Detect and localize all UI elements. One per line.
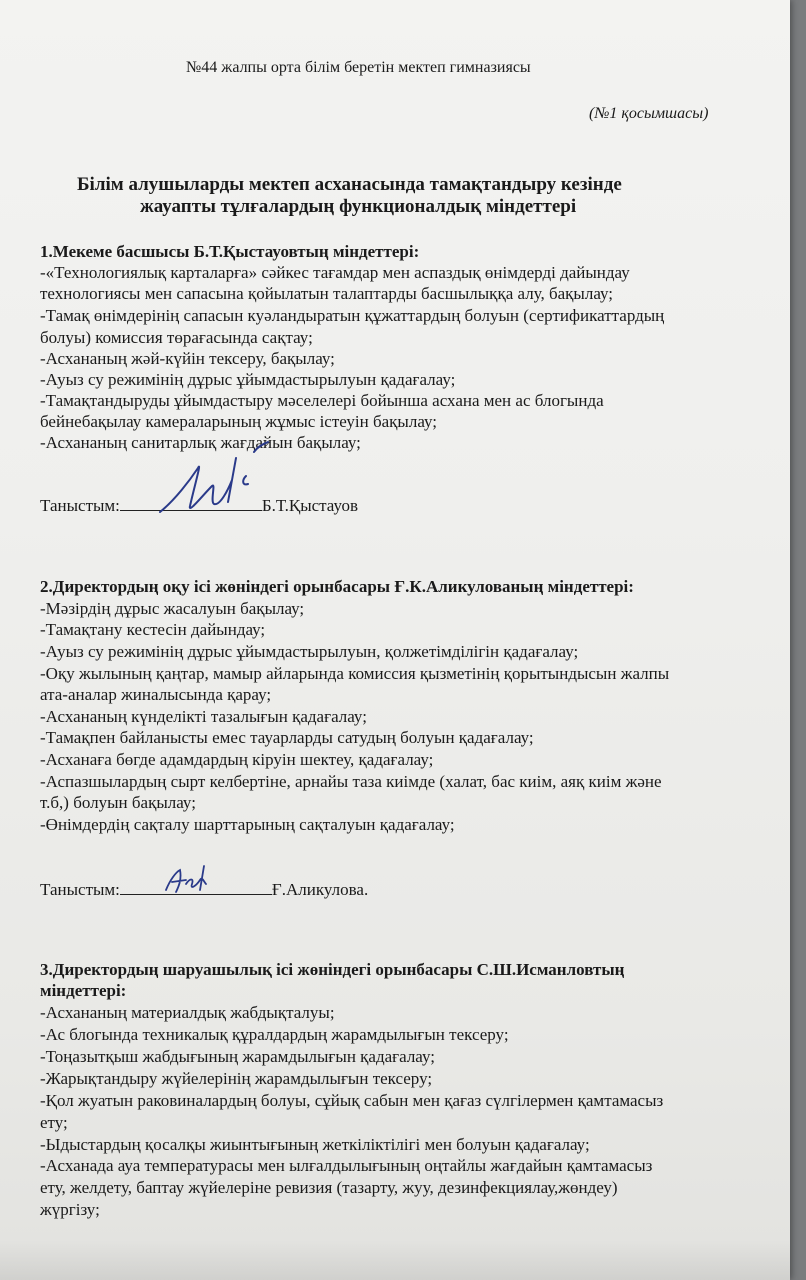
- section2-line: -Оқу жылының қаңтар, мамыр айларында комиссия қызметінің қорытындысын жалпы: [40, 664, 670, 683]
- section2-heading: 2.Директордың оқу ісі жөніндегі орынбасары Ғ.К.Аликулованың міндеттері:: [40, 577, 634, 596]
- section3-line: ету, желдету, баптау жүйелеріне ревизия (тазарту, жуу, дезинфекциялау,жөндеу): [40, 1178, 618, 1197]
- signature-alikulova: [160, 862, 220, 903]
- section3-line: -Асхананың материалдық жабдықталуы;: [40, 1003, 335, 1022]
- section1-line: технологиясы мен сапасына қойылатын талаптарды басшылыққа алу, бақылау;: [40, 284, 614, 303]
- ack-label: Таныстым:: [40, 496, 120, 515]
- signature-kystauov: [150, 440, 280, 525]
- section3-line: жүргізу;: [40, 1200, 100, 1219]
- section2-line: -Асханаға бөгде адамдардың кіруін шектеу, қадағалау;: [40, 750, 434, 769]
- section3-line: ету;: [40, 1113, 68, 1132]
- section2-line: -Мәзірдің дұрыс жасалуын бақылау;: [40, 599, 305, 618]
- section3-line: -Қол жуатын раковиналардың болуы, сұйық сабын мен қағаз сүлгілермен қамтамасыз: [40, 1091, 664, 1110]
- section2-line: т.б,) болуын бақылау;: [40, 793, 196, 812]
- section1-line: -Асхананың жәй-күйін тексеру, бақылау;: [40, 349, 335, 368]
- section1-line: -Тамақтандыруды ұйымдастыру мәселелері бойынша асхана мен ас блогында: [40, 391, 604, 410]
- ack-name: Ғ.Аликулова.: [271, 880, 369, 899]
- section3-line: -Тоңазытқыш жабдығының жарамдылығын қадағалау;: [40, 1047, 435, 1066]
- section2-line: -Тамақпен байланысты емес тауарларды сатудың болуын қадағалау;: [40, 728, 534, 747]
- section1-line: болуы) комиссия төрағасында сақтау;: [40, 328, 313, 347]
- section2-line: -Ауыз су режимінің дұрыс ұйымдастырылуын, қолжетімділігін қадағалау;: [40, 642, 579, 661]
- page-shadow: [0, 1240, 790, 1280]
- section1-heading: 1.Мекеме басшысы Б.Т.Қыстауовтың міндеттері:: [40, 242, 420, 261]
- section1-line: -Тамақ өнімдерінің сапасын куәландыратын құжаттардың болуын (сертификаттардың: [40, 306, 665, 325]
- section3-heading-line1: 3.Директордың шаруашылық ісі жөніндегі орынбасары С.Ш.Исманловтың: [40, 960, 625, 979]
- ack-name: Б.Т.Қыстауов: [261, 496, 359, 515]
- document-title-line2: жауапты тұлғалардың функционалдық міндеттері: [140, 196, 577, 217]
- section2-line: ата-аналар жиналысында қарау;: [40, 685, 272, 704]
- section3-line: -Асханада ауа температурасы мен ылғалдылығының оңтайлы жағдайын қамтамасыз: [40, 1156, 653, 1175]
- section1-line: -Асхананың санитарлық жағдайын бақылау;: [40, 433, 361, 452]
- section1-line: -Ауыз су режимінің дұрыс ұйымдастырылуын қадағалау;: [40, 370, 456, 389]
- school-name: №44 жалпы орта білім беретін мектеп гимназиясы: [186, 59, 531, 76]
- section2-line: -Тамақтану кестесін дайындау;: [40, 620, 266, 639]
- document-title-line1: Білім алушыларды мектеп асханасында тамақтандыру кезінде: [77, 174, 622, 195]
- section1-line: -«Технологиялық карталарға» сәйкес тағамдар мен аспаздық өнімдерді дайындау: [40, 263, 630, 282]
- section3-line: -Ас блогында техникалық құралдардың жарамдылығын тексеру;: [40, 1025, 509, 1044]
- section2-line: -Өнімдердің сақталу шарттарының сақталуын қадағалау;: [40, 815, 455, 834]
- section3-heading-line2: міндеттері:: [40, 981, 127, 1000]
- ack-label: Таныстым:: [40, 880, 120, 899]
- section3-line: -Жарықтандыру жүйелерінің жарамдылығын тексеру;: [40, 1069, 433, 1088]
- section2-line: -Асхананың күнделікті тазалығын қадағалау;: [40, 707, 367, 726]
- appendix-label: (№1 қосымшасы): [589, 105, 709, 122]
- section3-line: -Ыдыстардың қосалқы жиынтығының жеткіліктілігі мен болуын қадағалау;: [40, 1135, 590, 1154]
- section2-line: -Аспазшылардың сырт келбертіне, арнайы таза киімде (халат, бас киім, аяқ киім және: [40, 772, 662, 791]
- section1-line: бейнебақылау камераларының жұмыс істеуін бақылау;: [40, 412, 438, 431]
